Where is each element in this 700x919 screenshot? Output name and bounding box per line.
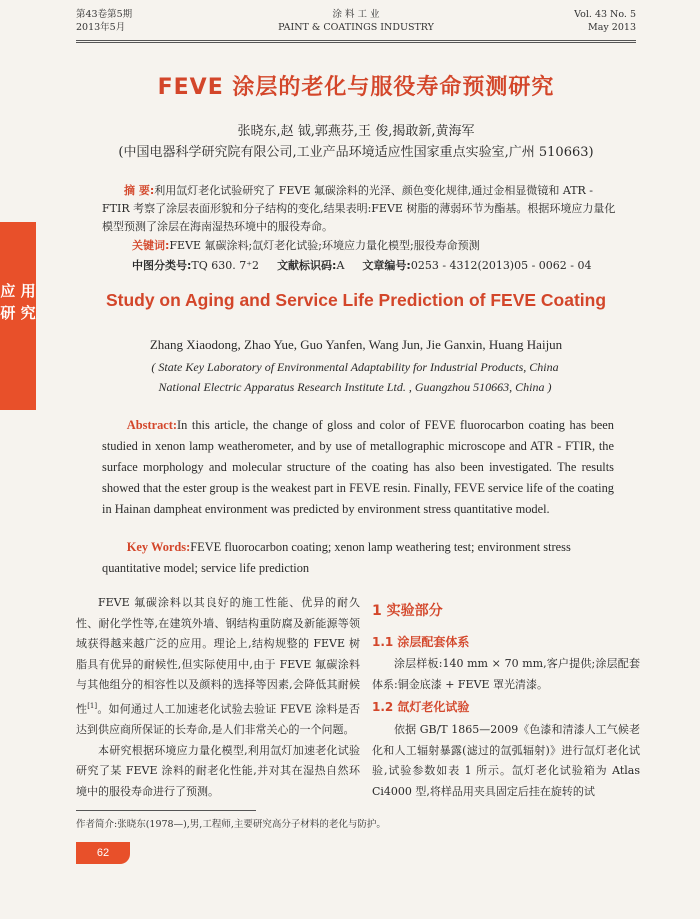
page-header — [76, 8, 636, 42]
page-number: 62 — [76, 842, 130, 864]
title-cn: FEVE 涂层的老化与服役寿命预测研究 — [157, 75, 555, 100]
article-number-label: 文章编号: — [362, 259, 411, 272]
keywords-cn — [132, 238, 630, 254]
keywords-en-text: FEVE fluorocarbon coating; xenon lamp weathering test; environment stress quantitative model; service life prediction — [102, 540, 571, 575]
footnote-rule — [76, 810, 256, 811]
journal-name-en: PAINT & COATINGS INDUSTRY — [278, 22, 434, 33]
abstract-cn-label: 摘 要: — [124, 184, 155, 197]
authors-en: Zhang Xiaodong, Zhao Yue, Guo Yanfen, Wang Jun, Jie Ganxin, Huang Haijun — [149, 337, 563, 352]
keywords-en — [102, 537, 614, 579]
body-right-column — [372, 601, 640, 802]
date-en: May 2013 — [588, 22, 636, 33]
keywords-cn-text: FEVE 氟碳涂料;氙灯老化试验;环境应力量化模型;服役寿命预测 — [169, 239, 480, 252]
abstract-en — [102, 415, 614, 520]
volume-en: Vol. 43 No. 5 — [574, 9, 636, 20]
journal-name — [76, 8, 636, 34]
section-heading-experimental: 1 实验部分 — [372, 603, 443, 619]
doc-code-label: 文献标识码: — [277, 259, 337, 272]
date-cn: 2013年5月 — [76, 22, 126, 33]
affiliation-cn: (中国电器科学研究院有限公司,工业产品环境适应性国家重点实验室,广州 510663) — [118, 145, 594, 160]
affiliation-en: ( State Key Laboratory of Environmental Adaptability for Industrial Products, China National Electric Apparatus Research Institute Ltd. , Guangzhou 510663, China ) — [151, 360, 559, 394]
abstract-en-label: Abstract: — [126, 418, 178, 432]
clc-label: 中图分类号: — [132, 259, 192, 272]
author-footnote: 作者简介:张晓东(1978—),男,工程师,主要研究高分子材料的老化与防护。 — [76, 819, 386, 830]
journal-name-cn: 涂 料 工 业 — [332, 9, 380, 20]
intro-paragraph-1-end: 。如何通过人工加速老化试验去验证 FEVE 涂料是否达到供应商所保证的长寿命,是人们非常关心的一个问题。 — [76, 702, 360, 737]
article-number-value: 0253 - 4312(2013)05 - 0062 - 04 — [410, 259, 592, 272]
coating-system-paragraph: 涂层样板:140 mm × 70 mm,客户提供;涂层配套体系:铜金底漆 + FEVE 罩光清漆。 — [372, 657, 640, 691]
header-rule — [76, 40, 636, 43]
issue-info-en — [574, 8, 636, 34]
abstract-cn — [102, 182, 616, 236]
subsection-heading-coating-system: 1.1 涂层配套体系 — [372, 634, 470, 649]
keywords-en-label: Key Words: — [126, 540, 191, 554]
clc-value: TQ 630. 7⁺2 — [191, 259, 260, 272]
authors-cn: 张晓东,赵 钺,郭燕芬,王 俊,揭敢新,黄海军 — [237, 124, 475, 139]
keywords-cn-label: 关键词: — [132, 239, 170, 252]
classification-line — [132, 258, 630, 274]
intro-paragraph-2: 本研究根据环境应力量化模型,利用氙灯加速老化试验研究了某 FEVE 涂料的耐老化性能,并对其在湿热自然环境中的服役寿命进行了预测。 — [76, 743, 360, 798]
volume-cn: 第43卷第5期 — [76, 9, 133, 20]
intro-paragraph-1-text: FEVE 氟碳涂料以其良好的施工性能、优异的耐久性、耐化学性等,在建筑外墙、钢结构重防腐及新能源等领域获得越来越广泛的应用。理论上,结构规整的 FEVE 树脂具有优异的耐候性,但实际使用中,由于 FEVE 氟碳涂料与其他组分的相容性以及颜料的选择等因素,会降低其耐候性 — [76, 596, 360, 716]
doc-code-value: A — [336, 259, 345, 272]
abstract-cn-text: 利用氙灯老化试验研究了 FEVE 氟碳涂料的光泽、颜色变化规律,通过金相显微镜和 ATR - FTIR 考察了涂层表面形貌和分子结构的变化,结果表明:FEVE 树脂的薄弱环节为酯基。根据环境应力量化模型预测了涂层在海南湿热环境中的服役寿命。 — [102, 184, 616, 233]
title-en: Study on Aging and Service Life Prediction of FEVE Coating — [105, 290, 607, 310]
citation-ref: [1] — [87, 701, 98, 710]
body-left-column — [76, 593, 360, 803]
xenon-test-paragraph: 依据 GB/T 1865—2009《色漆和清漆人工气候老化和人工辐射暴露(滤过的氙弧辐射)》进行氙灯老化试验,试验参数如表 1 所示。氙灯老化试验箱为 Atlas Ci4000 型,将样品用夹具固定后挂在旋转的试 — [372, 722, 640, 798]
section-side-tab-label: 应 用 研 究 — [0, 282, 36, 322]
abstract-en-text: In this article, the change of gloss and color of FEVE fluorocarbon coating has been studied in xenon lamp weatherometer, and by use of metallographic microscope and ATR - FTIR, the surface morphology and molecular structure of the coating has also been investigated. The results showed that the ester group is the weakest part in FEVE resin. Finally, FEVE service life of the coating in Hainan dampheat environment was predicted by environment stress quantitative model. — [102, 418, 614, 516]
subsection-heading-xenon-test: 1.2 氙灯老化试验 — [372, 700, 470, 715]
intro-paragraph-1 — [76, 593, 360, 741]
